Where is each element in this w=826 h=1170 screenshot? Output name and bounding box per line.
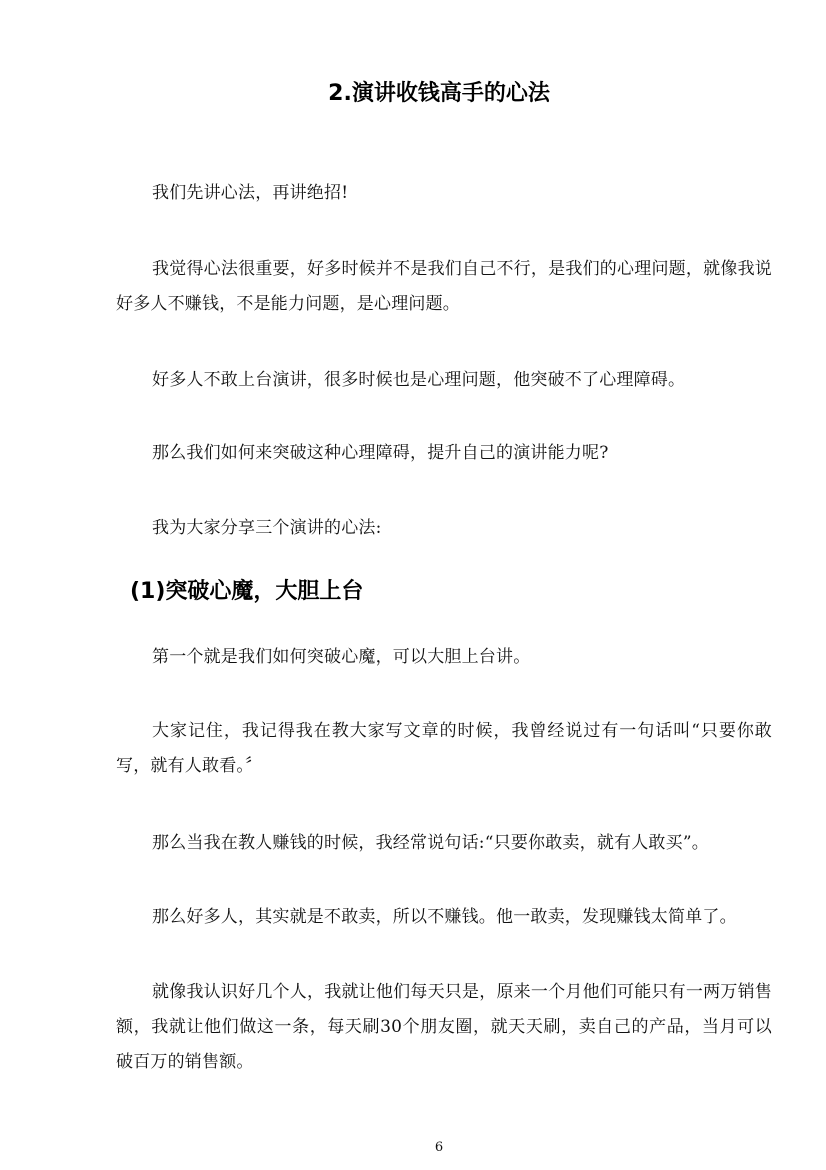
- paragraph-section-5: 就像我认识好几个人，我就让他们每天只是，原来一个月他们可能只有一两万销售额，我就让他们做这一条，每天刷30个朋友圈，就天天刷，卖自己的产品，当月可以破百万的销售额。: [116, 982, 772, 1072]
- paragraph-section-4: 那么好多人，其实就是不敢卖，所以不赚钱。他一敢卖，发现赚钱太简单了。: [152, 907, 737, 927]
- paragraph-section-2: 大家记住，我记得我在教大家写文章的时候，我曾经说过有一句话叫“只要你敢写，就有人敢看。〞: [116, 721, 772, 776]
- paragraph-intro-3: 好多人不敢上台演讲，很多时候也是心理问题，他突破不了心理障碍。: [152, 370, 686, 390]
- page-title: 2.演讲收钱高手的心法: [328, 81, 550, 106]
- page-number: 6: [434, 1140, 444, 1155]
- paragraph-intro-1: 我们先讲心法，再讲绝招!: [152, 183, 349, 203]
- paragraph-intro-2: 我觉得心法很重要，好多时候并不是我们自己不行，是我们的心理问题，就像我说好多人不赚钱，不是能力问题，是心理问题。: [116, 259, 772, 314]
- paragraph-section-3: 那么当我在教人赚钱的时候，我经常说句话:“只要你敢卖，就有人敢买”。: [152, 833, 709, 853]
- paragraph-intro-5: 我为大家分享三个演讲的心法:: [152, 518, 382, 538]
- section-heading: (1)突破心魔，大胆上台: [130, 579, 364, 604]
- paragraph-section-1: 第一个就是我们如何突破心魔，可以大胆上台讲。: [152, 647, 531, 667]
- paragraph-intro-4: 那么我们如何来突破这种心理障碍，提升自己的演讲能力呢?: [152, 443, 609, 463]
